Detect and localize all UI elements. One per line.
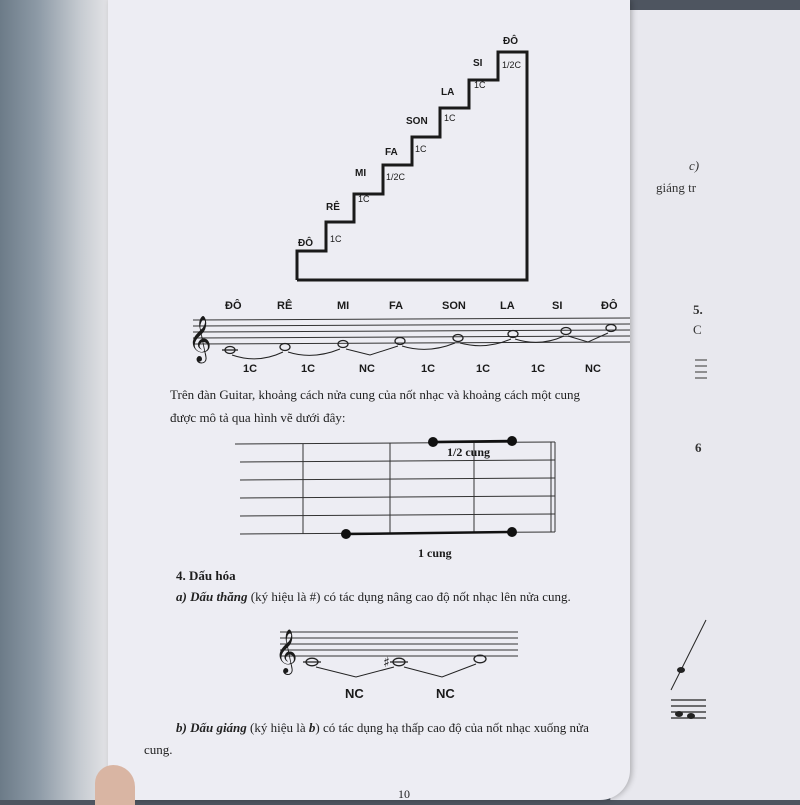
- step-note-label: ĐÔ: [298, 238, 313, 249]
- sharp-staff-label: NC: [436, 686, 455, 701]
- staff-interval-label: NC: [359, 363, 375, 375]
- flat-text-a: (ký hiệu là: [246, 720, 309, 735]
- guitar-paragraph-line: Trên đàn Guitar, khoảng cách nửa cung của nốt nhạc và khoảng cách một cung: [170, 387, 580, 402]
- step-interval-label: 1/2C: [386, 172, 406, 182]
- facing-page: [610, 10, 800, 800]
- fretboard-diagram: [108, 430, 630, 560]
- book-left-edge: [0, 0, 108, 800]
- facing-page-fragment: c): [689, 158, 700, 173]
- flat-description-line2: cung.: [144, 742, 173, 757]
- step-note-label: MI: [355, 168, 367, 179]
- step-note-label: SON: [406, 116, 428, 127]
- staff-interval-label: NC: [585, 363, 601, 375]
- whole-step-label: 1 cung: [418, 546, 452, 560]
- step-note-label: LA: [441, 87, 455, 98]
- half-step-label: 1/2 cung: [447, 445, 491, 459]
- staff-interval-label: 1C: [301, 363, 316, 375]
- staff-note-name: ĐÔ: [601, 300, 618, 312]
- thumb: [95, 765, 135, 805]
- facing-page-fragment: giáng tr: [656, 180, 697, 195]
- staff-interval-label: 1C: [531, 363, 546, 375]
- facing-page-fragment: 5.: [693, 302, 703, 317]
- staff-note-name: MI: [337, 300, 350, 312]
- staff-interval-label: 1C: [476, 363, 491, 375]
- facing-page-fragment: 6: [695, 440, 702, 455]
- facing-page-fragment: C: [693, 322, 702, 337]
- staff-interval-label: 1C: [421, 363, 436, 375]
- sharp-example-staff: [108, 615, 630, 705]
- staff-note-name: LA: [500, 300, 515, 312]
- step-note-label: SI: [473, 58, 483, 69]
- step-interval-label: 1C: [415, 144, 427, 154]
- step-interval-label: 1C: [474, 80, 486, 90]
- facing-page-music-fragment: [611, 10, 800, 800]
- step-interval-label: 1C: [358, 194, 370, 204]
- staircase-diagram: [108, 0, 630, 300]
- sharp-sign: ♯: [383, 655, 390, 671]
- step-note-label: RÊ: [326, 202, 340, 213]
- step-interval-label: 1C: [444, 113, 456, 123]
- guitar-paragraph-line: được mô tả qua hình vẽ dưới đây:: [170, 410, 346, 425]
- step-interval-label: 1/2C: [502, 60, 522, 70]
- whole-step-bracket: [341, 527, 517, 539]
- page-number: 10: [398, 787, 410, 801]
- sharp-text: (ký hiệu là #) có tác dụng nâng cao độ nốt nhạc lên nửa cung.: [247, 589, 571, 604]
- treble-clef: 𝄞: [188, 316, 212, 362]
- sharp-staff-label: NC: [345, 686, 364, 701]
- staff-interval-label: 1C: [243, 363, 258, 375]
- section-heading: 4. Dấu hóa: [176, 568, 236, 583]
- sharp-term: a) Dấu thăng: [176, 589, 248, 604]
- scale-staff: [108, 292, 630, 402]
- flat-term: b) Dấu giáng: [176, 720, 247, 735]
- treble-clef: 𝄞: [275, 629, 298, 673]
- flat-text-b: ) có tác dụng hạ thấp cao độ của nốt nhạc xuống nửa: [315, 720, 589, 735]
- step-note-label: FA: [385, 147, 398, 158]
- flat-symbol: b: [308, 720, 316, 735]
- staff-note-name: FA: [389, 300, 404, 312]
- staff-note-name: SON: [442, 300, 466, 312]
- flat-description: [176, 721, 589, 734]
- staff-note-name: SI: [552, 300, 563, 312]
- staff-note-name: RÊ: [277, 300, 293, 312]
- sharp-description: [176, 590, 571, 603]
- staff-note-name: ĐÔ: [225, 300, 242, 312]
- staircase-outline: [297, 52, 527, 280]
- step-note-label: ĐÔ: [503, 36, 518, 47]
- book-page: [108, 0, 630, 800]
- step-interval-label: 1C: [330, 234, 342, 244]
